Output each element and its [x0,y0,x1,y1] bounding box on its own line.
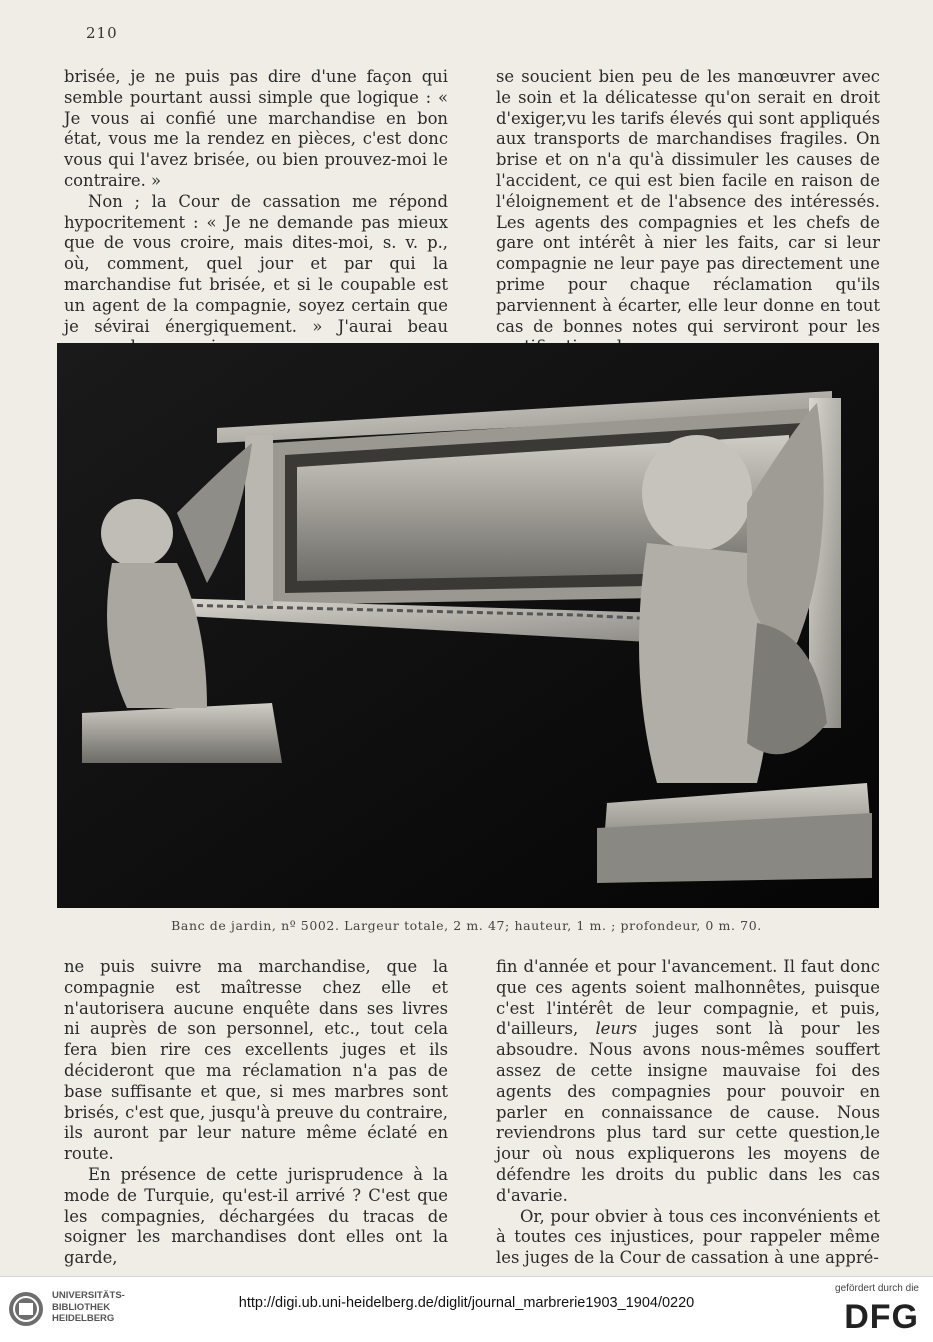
paragraph [496,957,880,1207]
left-column-top [64,67,448,358]
garden-bench-photo [57,343,879,908]
figure-caption: Banc de jardin, nº 5002. Largeur totale, 2 m. 47; hauteur, 1 m. ; profondeur, 0 m. 70. [171,918,762,933]
paragraph-text: juges sont là pour les absoudre. Nous avons nous-mêmes souffert assez de cette insigne mauvaise foi des agents des compagnies pour pouvoir en parler en connaissance de cause. Nous reviendrons plus tard sur cette question,le jour où nous expliquerons les moyens de défendre les droits du public dans les cas d'avarie. [496,1019,881,1205]
paragraph: brisée, je ne puis pas dire d'une façon qui semble pourtant aussi simple que logique : « Je vous ai confié une marchandise en bon état, vous me la rendez en pièces, c'est donc vous qui l'avez brisée, ou bien prouvez-moi le contraire. » [64,67,448,190]
italic-word: leurs [595,1019,638,1039]
paragraph: Non ; la Cour de cassation me répond hypocritement : « Je ne demande pas mieux que de vous croire, mais dites-moi, s. v. p., où, comment, quel jour et par qui la marchandise fut brisée, et si le coupable est un agent de la compagnie, soyez certain que je sévirai énergiquement. » J'aurai beau [64,191,448,336]
bench-illustration [57,343,879,908]
right-column-top [496,67,880,358]
dfg-logo: DFG [844,1298,919,1336]
library-name-line: UNIVERSITÄTS- [52,1290,125,1301]
left-column-bottom [64,957,448,1269]
right-column-bottom [496,957,880,1269]
funding-note: gefördert durch die [835,1283,919,1294]
paragraph: se soucient bien peu de les manœuvrer avec le soin et la délicatesse qu'on serait en droit d'exiger,vu les tarifs élevés qui sont appliqués aux transports de marchandises fragiles. On brise et on n'a qu'à dissimuler les causes de l'accident, ce qui est bien facile en raison de l'éloignement et de l'absence des intéressés. Les agents des compagnies et les chefs de gare ont intérêt à nier les faits, car si leur compagnie ne leur paye pas directement une prime pour chaque réclamation qu'ils parviennent à écarter, elle leur donne en tout cas de bonnes notes qui serviront pour les [496,67,880,336]
library-name-line: BIBLIOTHEK [52,1301,111,1313]
paragraph-text: fin d'année et pour l'avancement. Il faut donc que ces agents soient malhonnêtes, puisque c'est l'intérêt de leur compagnie, et puis, d'ailleurs, [496,957,880,1039]
source-url-link[interactable]: http://digi.ub.uni-heidelberg.de/diglit/journal_marbrerie1903_1904/0220 [238,1295,695,1311]
paragraph: En présence de cette jurisprudence à la mode de Turquie, qu'est-il arrivé ? C'est que les compagnies, déchargées du tracas de soigner les marchandises dont elles ont la garde, [64,1164,448,1268]
page-number: 210 [86,24,118,42]
paragraph: ne puis suivre ma marchandise, que la compagnie est maîtresse chez elle et n'autorisera aucune enquête dans ses livres ni auprès de son personnel, etc., tout cela fera bien rire ces excellents juges et ils décideront que ma réclamation n'a pas de base suffisante et que, si mes marbres sont brisés, c'est que, jusqu'à preuve du contraire, ils auront par leur nature même éclaté en route. [64,957,448,1164]
footer-bar [0,1276,933,1342]
paragraph: Or, pour obvier à tous ces inconvénients et à toutes ces injustices, pour rappeler même les juges de la Cour de cassation à une appré- [496,1206,880,1268]
library-name-line: HEIDELBERG [52,1313,115,1324]
